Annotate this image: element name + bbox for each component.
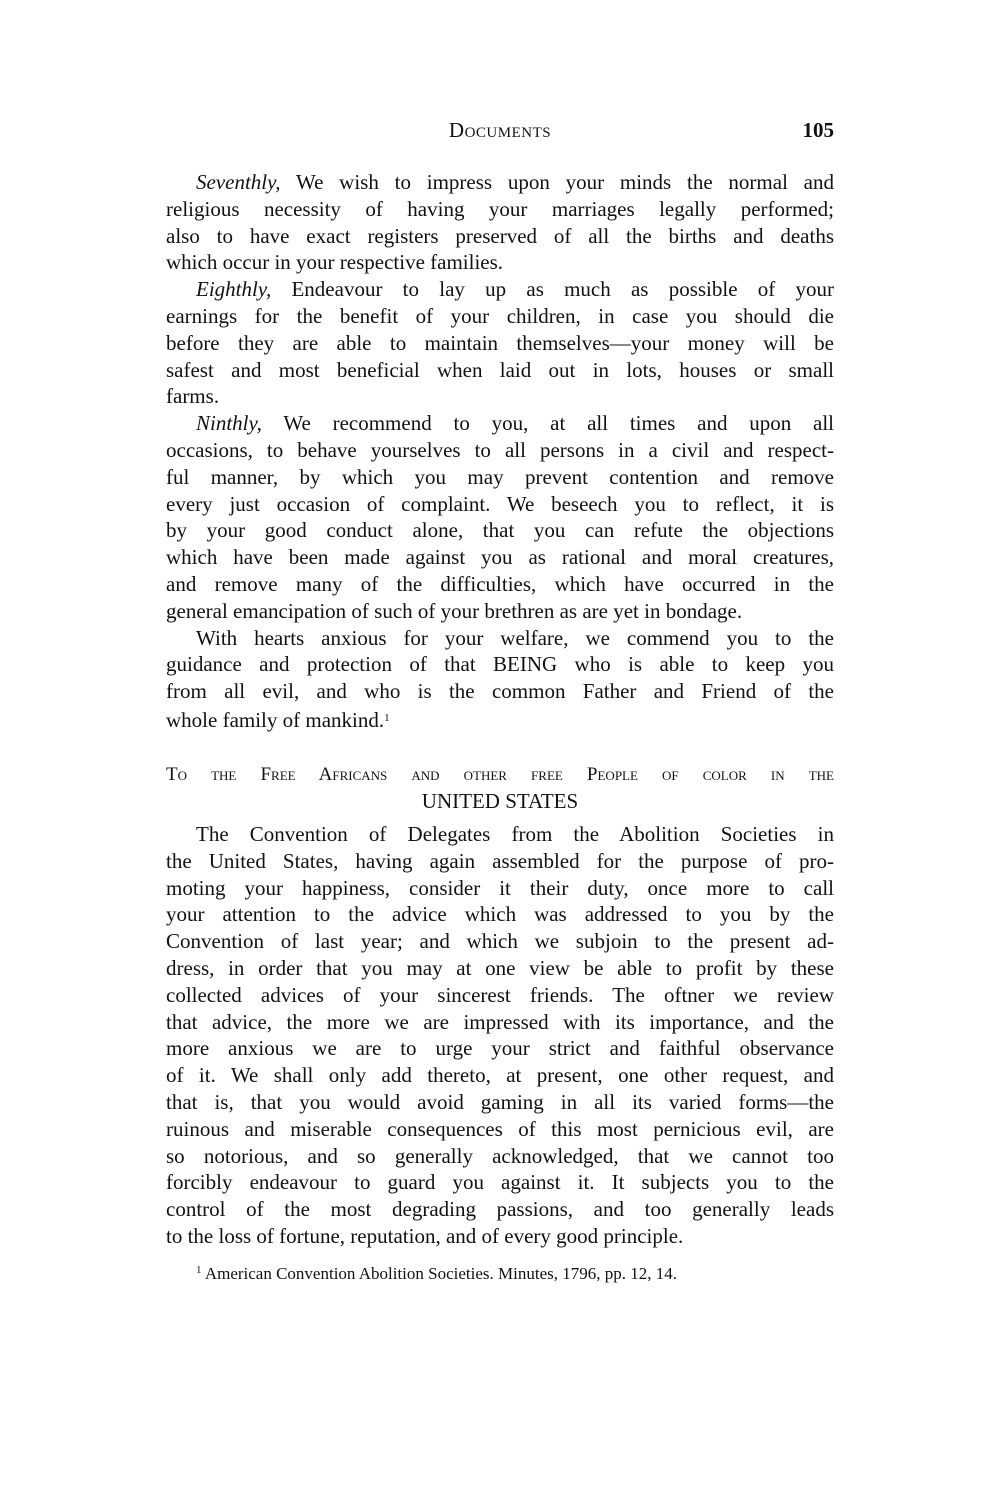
- text-line: more anxious we are to urge your strict and faithful observance: [166, 1036, 834, 1061]
- page-number: 105: [802, 118, 834, 142]
- running-title: Documents: [448, 118, 552, 142]
- paragraph-lead: Eighthly,: [196, 277, 272, 302]
- line-text: We wish to impress upon your minds the normal and: [295, 170, 835, 194]
- text-line: [166, 276, 834, 303]
- text-line: The Convention of Delegates from the Abolition Societies in: [196, 822, 834, 846]
- text-line: [166, 464, 834, 491]
- paragraph-lead: Ninthly,: [196, 411, 262, 436]
- line-text: before they are able to maintain themselves—your money will be: [166, 330, 834, 355]
- section-title-continued: UNITED STATES: [421, 789, 579, 813]
- text-line: [166, 410, 834, 437]
- line-text: general emancipation of such of your brethren as are yet in bondage.: [166, 598, 743, 623]
- line-text: religious necessity of having your marriages legally performed;: [166, 196, 834, 221]
- text-line: [166, 571, 834, 598]
- text-line: [166, 357, 834, 384]
- line-text: every just occasion of complaint. We beseech you to reflect, it is: [166, 491, 834, 516]
- line-text: farms.: [166, 384, 220, 409]
- text-line: [166, 678, 834, 705]
- section-title: To the Free Africans and other free People of color in the: [166, 764, 834, 785]
- text-line: the United States, having again assembled for the purpose of pro-: [166, 848, 834, 873]
- line-text: earnings for the benefit of your children, in case you should die: [166, 303, 834, 328]
- text-line: [166, 544, 834, 571]
- text-line: [166, 196, 834, 223]
- text-line: moting your happiness, consider it their duty, once more to call: [166, 875, 834, 900]
- text-line: your attention to the advice which was addressed to you by the: [166, 902, 834, 927]
- line-text: With hearts anxious for your welfare, we commend you to the: [196, 625, 834, 650]
- line-text: and remove many of the difficulties, which have occurred in the: [166, 571, 834, 596]
- line-text: which have been made against you as rational and moral creatures,: [166, 545, 834, 570]
- footnote-text: American Convention Abolition Societies. Minutes, 1796, pp. 12, 14.: [204, 1264, 677, 1283]
- text-line: [166, 705, 834, 732]
- address-paragraph: [166, 821, 834, 1250]
- footnote-reference: 1: [384, 711, 390, 724]
- text-line: dress, in order that you may at one view be able to profit by these: [166, 955, 834, 980]
- paragraph-lead: Seventhly,: [196, 170, 281, 194]
- text-line: to the loss of fortune, reputation, and of every good principle.: [166, 1223, 684, 1248]
- text-line: [166, 223, 834, 250]
- text-line: that advice, the more we are impressed with its importance, and the: [166, 1009, 834, 1034]
- text-line: [166, 651, 834, 678]
- text-line: [166, 491, 834, 518]
- line-text: occasions, to behave yourselves to all persons in a civil and respect-: [166, 437, 834, 462]
- text-line: that is, that you would avoid gaming in all its varied forms—the: [166, 1089, 834, 1114]
- line-text: Endeavour to lay up as much as possible of your: [291, 277, 834, 302]
- footnote-mark: 1: [196, 1264, 202, 1276]
- text-line: [166, 598, 834, 625]
- text-line: [166, 437, 834, 464]
- line-text: by your good conduct alone, that you can refute the objections: [166, 518, 834, 543]
- text-line: forcibly endeavour to guard you against it. It subjects you to the: [166, 1170, 834, 1195]
- text-line: [166, 303, 834, 330]
- page-header: [166, 118, 834, 146]
- line-text: from all evil, and who is the common Father and Friend of the: [166, 679, 834, 704]
- line-text: safest and most beneficial when laid out in lots, houses or small: [166, 357, 834, 382]
- text-line: [166, 383, 834, 410]
- section-address: [166, 762, 834, 814]
- footnote: [196, 1264, 677, 1284]
- text-line: [166, 169, 834, 196]
- text-line: [166, 625, 834, 652]
- line-text: also to have exact registers preserved of all the births and deaths: [166, 223, 834, 248]
- line-text: guidance and protection of that BEING who is able to keep you: [166, 652, 834, 677]
- text-line: [166, 330, 834, 357]
- line-text: whole family of mankind.: [166, 707, 385, 732]
- text-line: collected advices of your sincerest friends. The oftner we review: [166, 982, 834, 1007]
- line-text: which occur in your respective families.: [166, 250, 504, 275]
- text-line: Convention of last year; and which we subjoin to the present ad-: [166, 929, 834, 954]
- line-text: We recommend to you, at all times and upon all: [283, 411, 834, 436]
- text-line: ruinous and miserable consequences of this most pernicious evil, are: [166, 1116, 834, 1141]
- line-text: ful manner, by which you may prevent contention and remove: [166, 464, 834, 489]
- text-line: [166, 517, 834, 544]
- text-line: [166, 249, 834, 276]
- section-advice: [166, 169, 834, 732]
- text-line: of it. We shall only add thereto, at present, one other request, and: [166, 1063, 834, 1088]
- text-line: so notorious, and so generally acknowledged, that we cannot too: [166, 1143, 834, 1168]
- text-line: control of the most degrading passions, and too generally leads: [166, 1197, 834, 1222]
